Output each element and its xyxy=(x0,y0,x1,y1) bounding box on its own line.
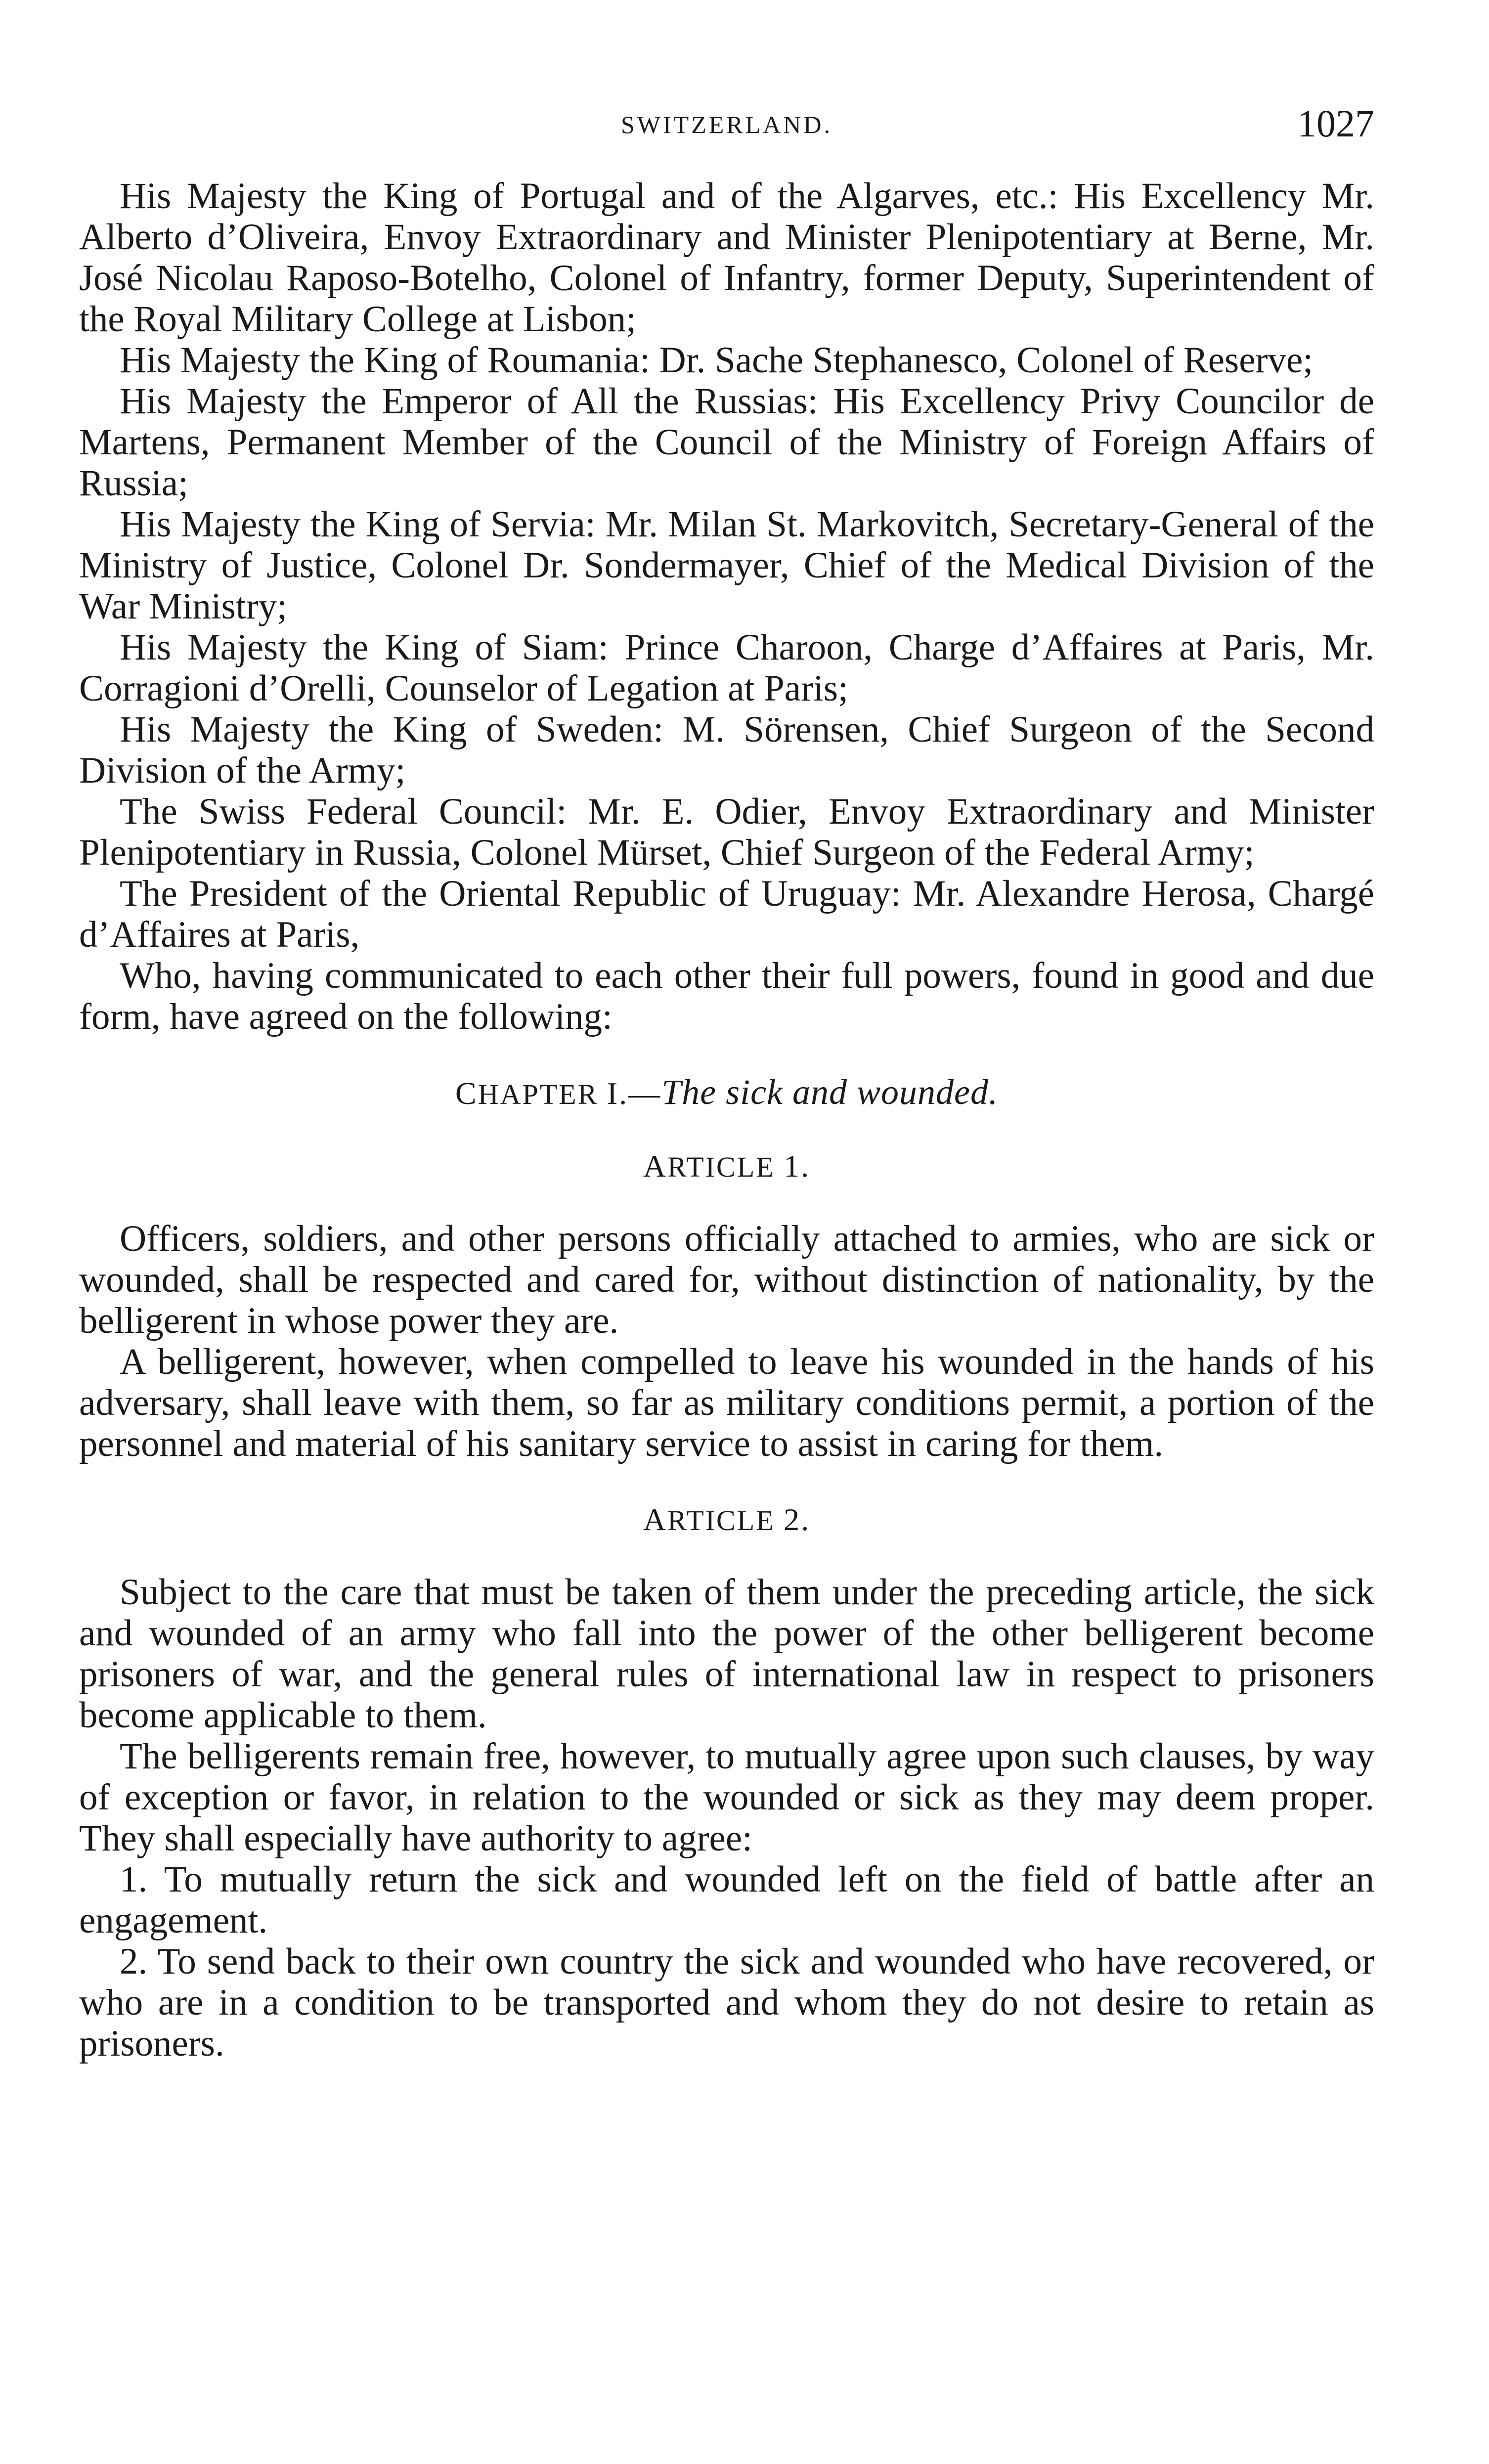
paragraph-full-powers: Who, having communicated to each other their full powers, found in good and due form, have agreed on the following: xyxy=(79,955,1374,1037)
chapter-heading xyxy=(79,1072,1374,1115)
paragraph-portugal: His Majesty the King of Portugal and of the Algarves, etc.: His Excellency Mr. Alberto d’Oliveira, Envoy Extraordinary and Minister Plenipotentiary at Berne, Mr. José Nicolau Raposo-Botelho, Colonel of Infantry, former Deputy, Superintendent of the Royal Military College at Lisbon; xyxy=(79,176,1374,340)
paragraph-uruguay: The President of the Oriental Republic of Uruguay: Mr. Alexandre Herosa, Chargé d’Affaires at Paris, xyxy=(79,873,1374,955)
document-body xyxy=(79,176,1374,2064)
article-1-paragraph: A belligerent, however, when compelled to leave his wounded in the hands of his adversary, shall leave with them, so far as military conditions permit, a portion of the personnel and material of his sanitary service to assist in caring for them. xyxy=(79,1341,1374,1464)
article-2-paragraph: Subject to the care that must be taken of them under the preceding article, the sick and wounded of an army who fall into the power of the other belligerent become prisoners of war, and the general rules of international law in respect to prisoners become applicable to them. xyxy=(79,1572,1374,1736)
page-number: 1027 xyxy=(1297,102,1374,145)
paragraph-sweden: His Majesty the King of Sweden: M. Sörensen, Chief Surgeon of the Second Division of the Army; xyxy=(79,709,1374,791)
paragraph-roumania: His Majesty the King of Roumania: Dr. Sache Stephanesco, Colonel of Reserve; xyxy=(120,340,1314,381)
paragraph-switzerland: The Swiss Federal Council: Mr. E. Odier, Envoy Extraordinary and Minister Plenipotentiary in Russia, Colonel Mürset, Chief Surgeon of the Federal Army; xyxy=(79,791,1374,873)
document-page xyxy=(79,0,1374,2464)
paragraph-servia: His Majesty the King of Servia: Mr. Milan St. Markovitch, Secretary-General of the Ministry of Justice, Colonel Dr. Sondermayer, Chief of the Medical Division of the War Ministry; xyxy=(79,504,1374,627)
running-title: SWITZERLAND. xyxy=(621,111,832,138)
article-2-label-rest: RTICLE xyxy=(667,1504,775,1537)
article-1-paragraph: Officers, soldiers, and other persons officially attached to armies, who are sick or wounded, shall be respected and cared for, without distinction of nationality, by the belligerent in whose power they are. xyxy=(79,1218,1374,1341)
article-1-number: 1. xyxy=(784,1148,811,1184)
article-1-heading xyxy=(79,1145,1374,1188)
article-2-label-initial: A xyxy=(643,1502,668,1537)
chapter-label-initial: C xyxy=(455,1076,478,1111)
chapter-label-rest: HAPTER xyxy=(478,1078,599,1110)
chapter-title: The sick and wounded. xyxy=(661,1072,998,1112)
article-2-list-item: 1. To mutually return the sick and wounded left on the field of battle after an engagement. xyxy=(79,1859,1374,1941)
paragraph-russia: His Majesty the Emperor of All the Russias: His Excellency Privy Councilor de Martens, Permanent Member of the Council of the Ministry of Foreign Affairs of Russia; xyxy=(79,381,1374,504)
article-2-paragraph: The belligerents remain free, however, to mutually agree upon such clauses, by way of exception or favor, in relation to the wounded or sick as they may deem proper. They shall especially have authority to agree: xyxy=(79,1736,1374,1859)
article-2-number: 2. xyxy=(784,1502,811,1537)
running-head xyxy=(79,101,1374,146)
chapter-number: I.— xyxy=(607,1076,662,1111)
article-1-label-initial: A xyxy=(643,1148,668,1184)
paragraph-siam: His Majesty the King of Siam: Prince Charoon, Charge d’Affaires at Paris, Mr. Corragioni d’Orelli, Counselor of Legation at Paris; xyxy=(79,627,1374,709)
article-2-list-item: 2. To send back to their own country the sick and wounded who have recovered, or who are in a condition to be transported and whom they do not desire to retain as prisoners. xyxy=(79,1941,1374,2064)
article-2-heading xyxy=(79,1499,1374,1541)
article-1-label-rest: RTICLE xyxy=(667,1151,775,1183)
